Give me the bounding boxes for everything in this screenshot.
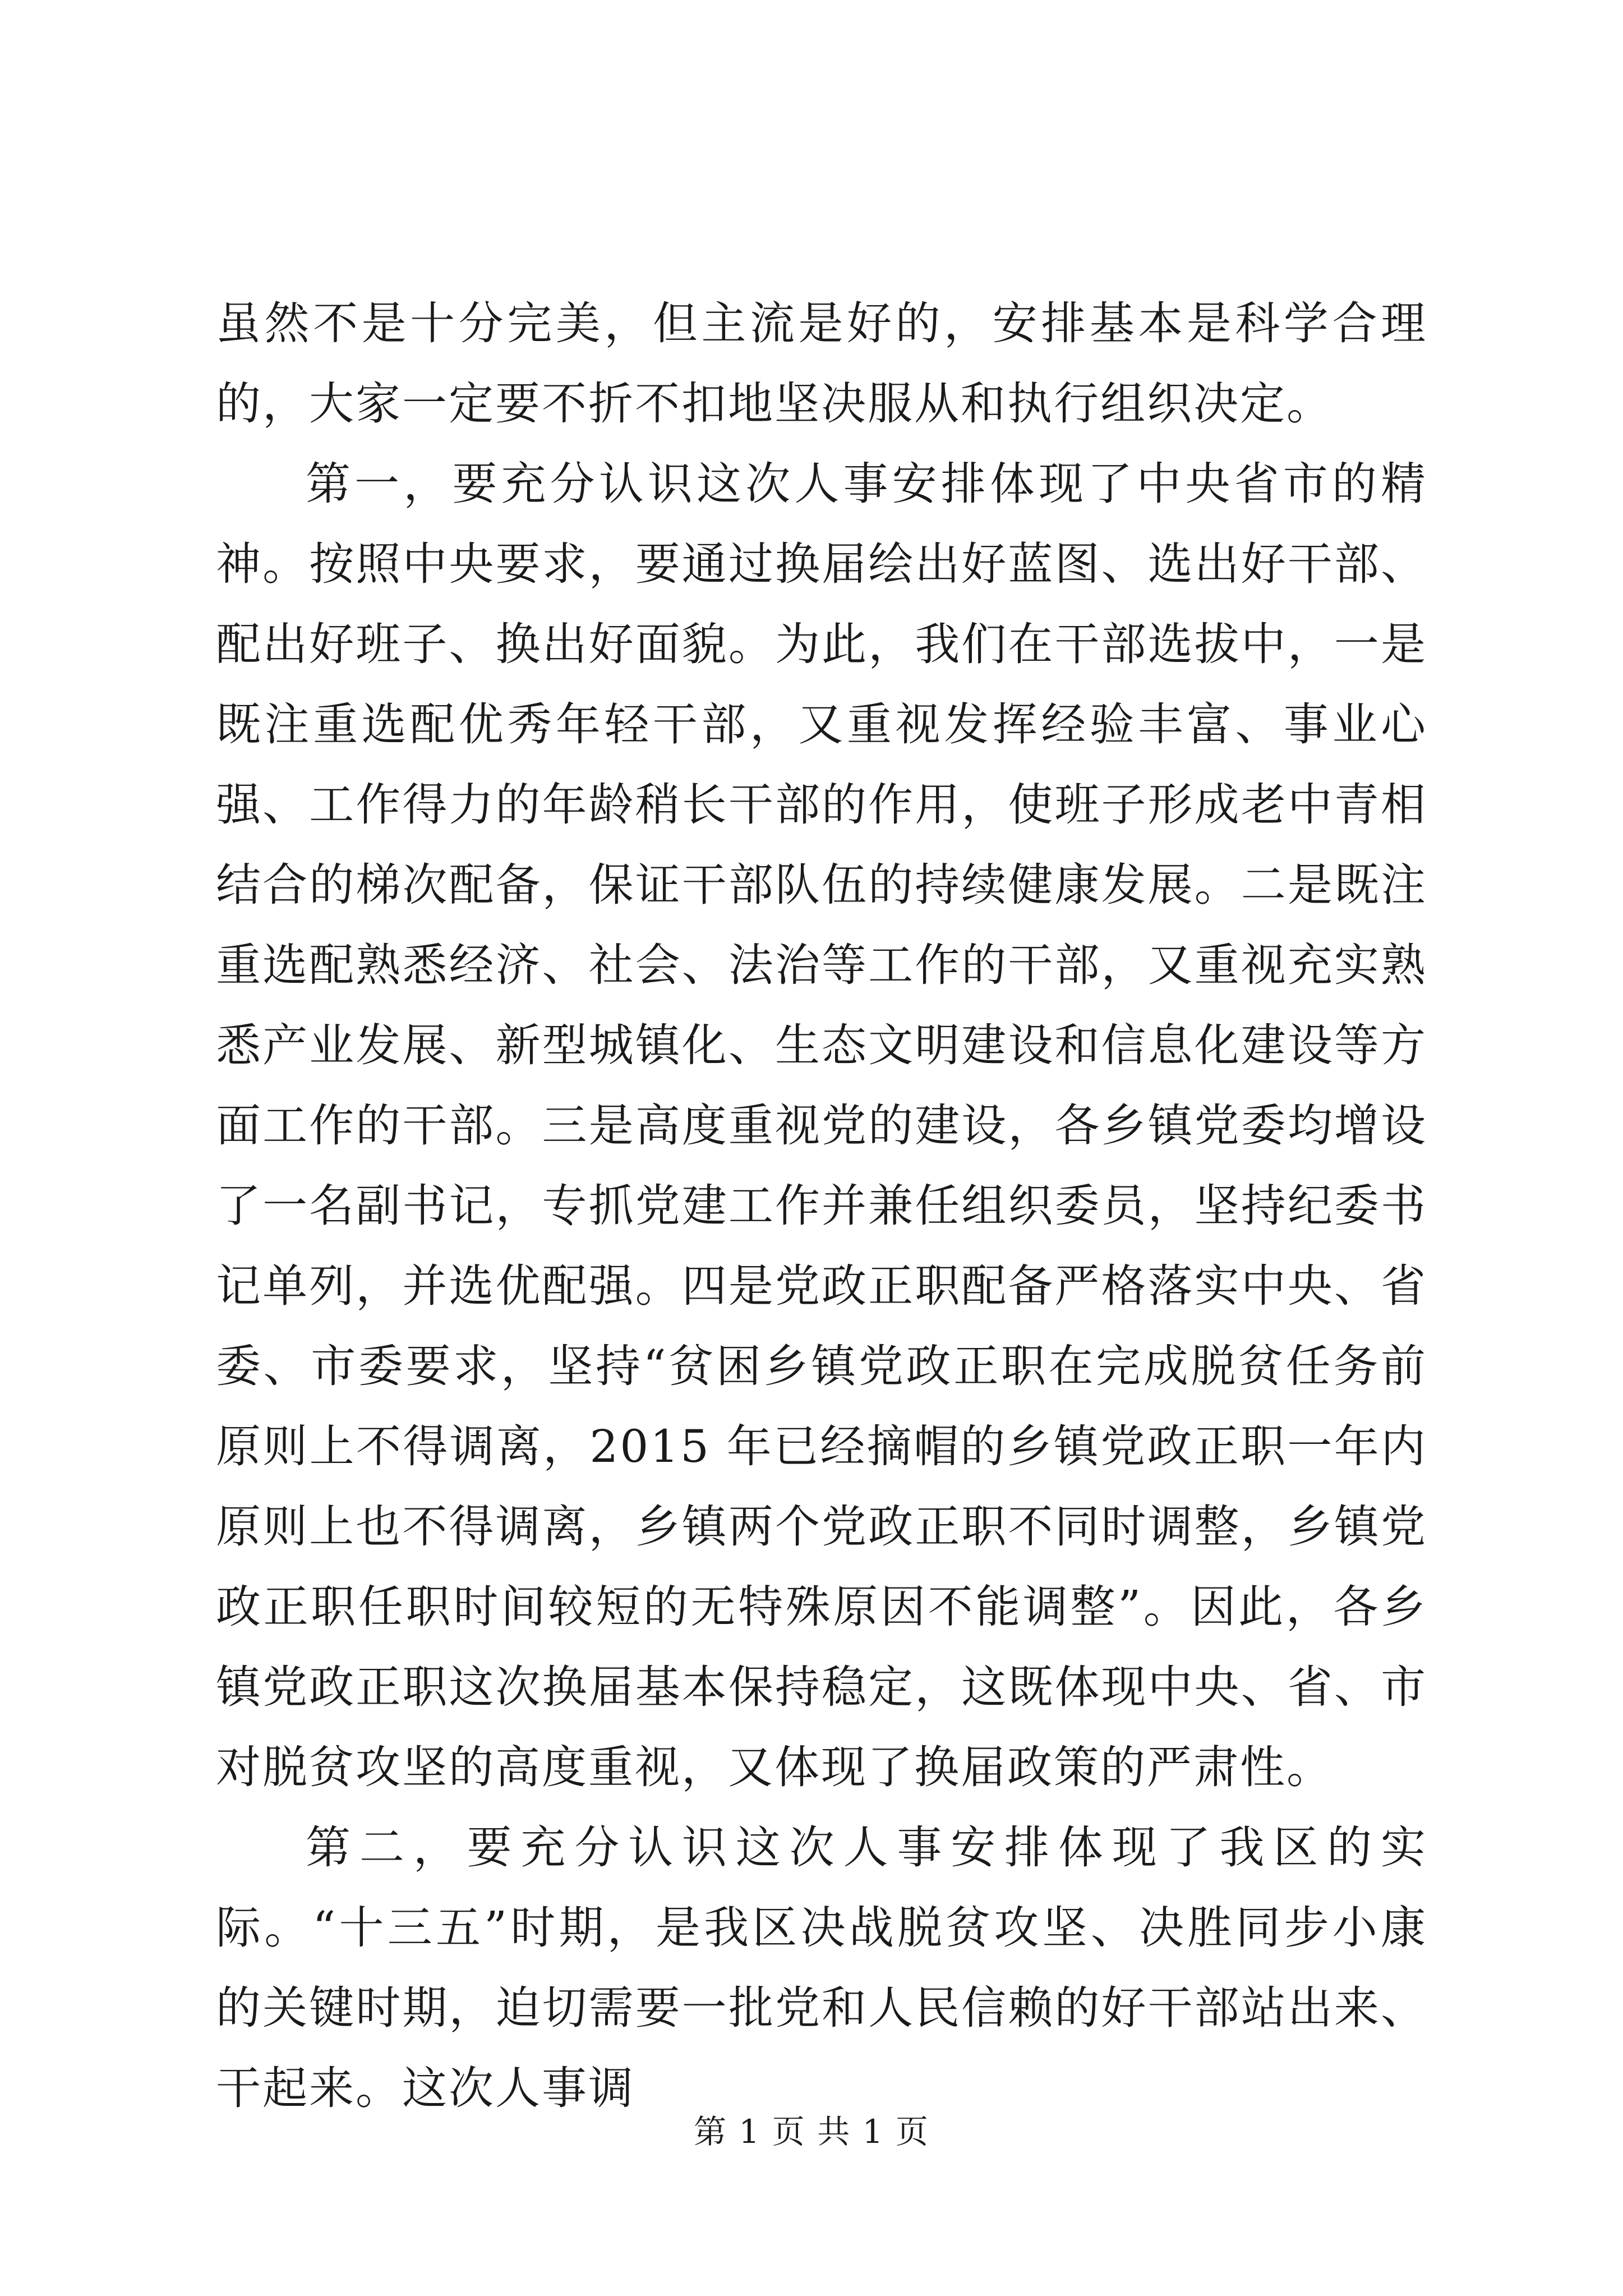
page-footer [0,2109,1623,2154]
paragraph-2: 第一，要充分认识这次人事安排体现了中央省市的精神。按照中央要求，要通过换届绘出好蓝图、选出好干部、配出好班子、换出好面貌。为此，我们在干部选拔中，一是既注重选配优秀年轻干部，又重视发挥经验丰富、事业心强、工作得力的年龄稍长干部的作用，使班子形成老中青相结合的梯次配备，保证干部队伍的持续健康发展。二是既注重选配熟悉经济、社会、法治等工作的干部，又重视充实熟悉产业发展、新型城镇化、生态文明建设和信息化建设等方面工作的干部。三是高度重视党的建设，各乡镇党委均增设了一名副书记，专抓党建工作并兼任组织委员，坚持纪委书记单列，并选优配强。四是党政正职配备严格落实中央、省委、市委要求，坚持“贫困乡镇党政正职在完成脱贫任务前原则上不得调离，2015 年已经摘帽的乡镇党政正职一年内原则上也不得调离，乡镇两个党政正职不同时调整，乡镇党政正职任职时间较短的无特殊原因不能调整”。因此，各乡镇党政正职这次换届基本保持稳定，这既体现中央、省、市对脱贫攻坚的高度重视，又体现了换届政策的严肃性。 [216,458,1427,1793]
page-number-label: 第 1 页 共 1 页 [694,2113,929,2151]
paragraph-3: 第二，要充分认识这次人事安排体现了我区的实际。“十三五”时期，是我区决战脱贫攻坚、决胜同步小康的关键时期，迫切需要一批党和人民信赖的好干部站出来、干起来。这次人事调 [216,1821,1427,2114]
paragraph-1: 虽然不是十分完美，但主流是好的，安排基本是科学合理的，大家一定要不折不扣地坚决服从和执行组织决定。 [216,297,1427,430]
document-body [216,283,1427,2128]
